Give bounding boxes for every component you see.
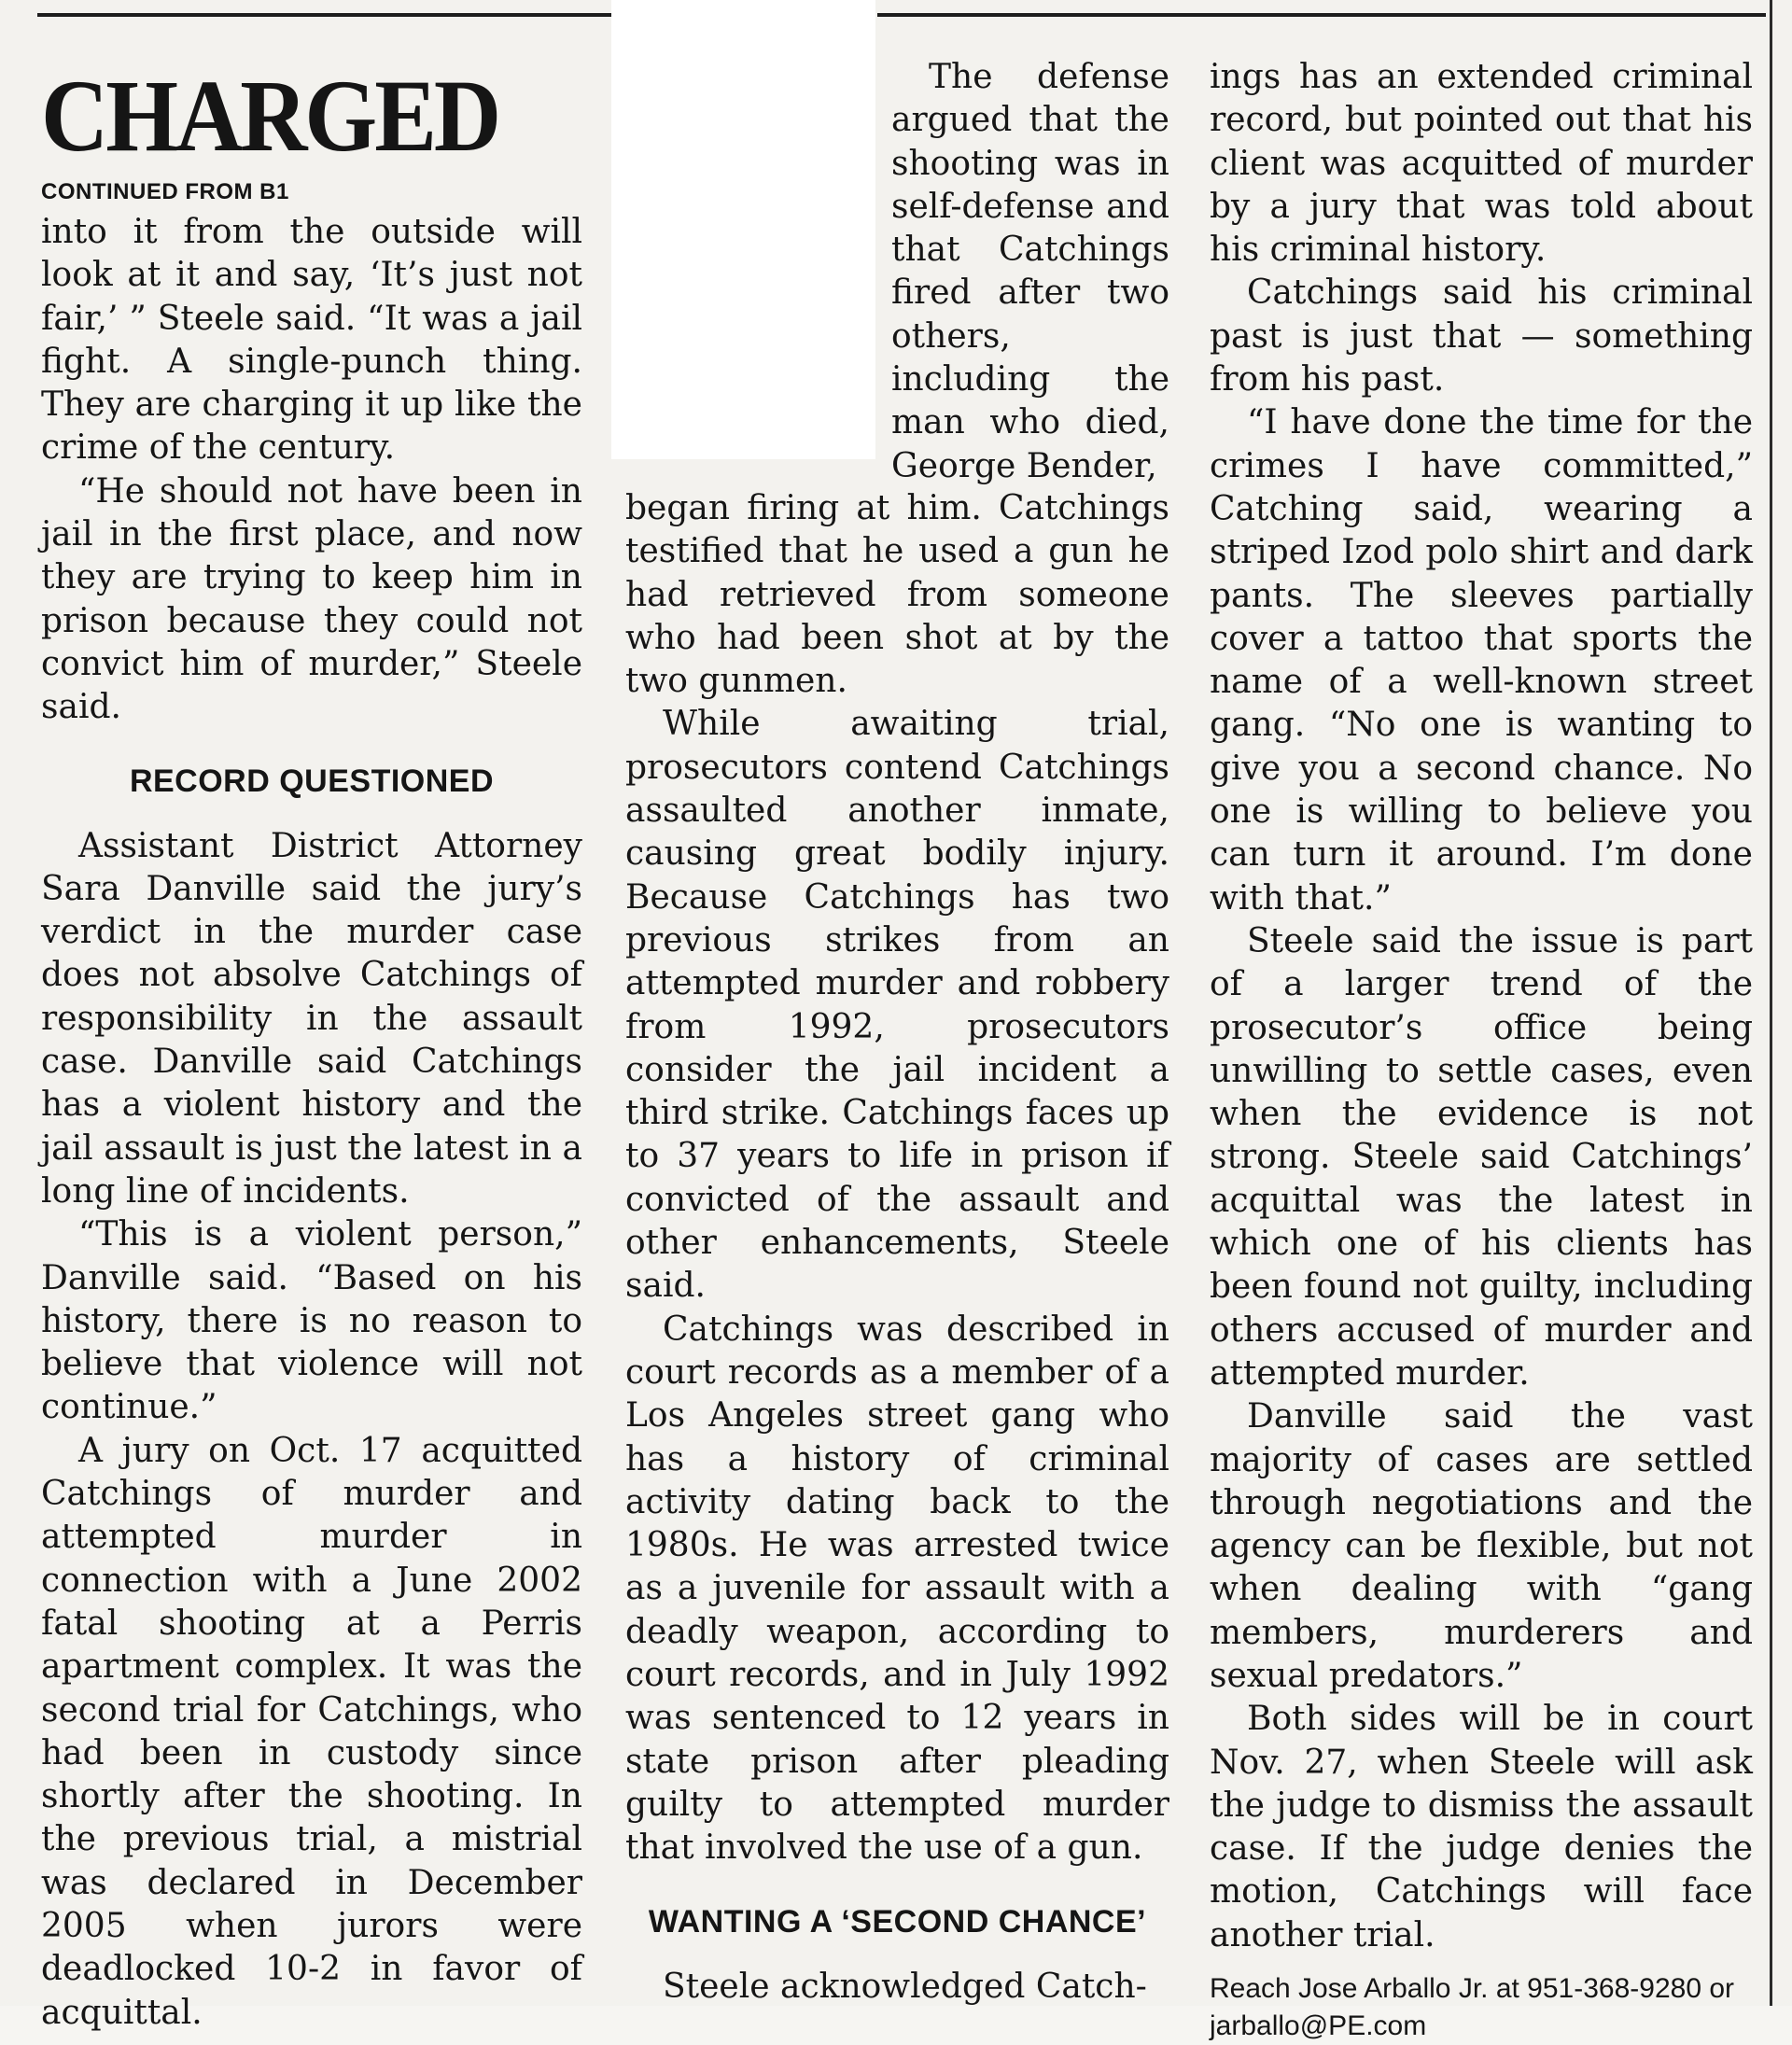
column-1 [41, 56, 582, 2035]
paragraph: Steele acknowledged Catch- [663, 1967, 1147, 2006]
paragraph: ings has an extended criminal record, but pointed out that his client was acquitted of murder by a jury that was told about his criminal history. [1210, 58, 1753, 270]
paragraph: “I have done the time for the crimes I have committed,” Catching said, wearing a striped Izod polo shirt and dark pants. The sleeves partially cover a tattoo that sports the name of a well-known street gang. “No one is wanting to give you a second chance. No one is willing to believe you can turn it around. I’m done with that.” [1210, 403, 1753, 917]
paragraph: Danville said the vast majority of cases are settled through negotiations and the agency can be flexible, but not when dealing with “gang members, murderers and sexual predators.” [1210, 1397, 1753, 1695]
top-rule-right [877, 13, 1766, 17]
paragraph: “He should not have been in jail in the first place, and now they are trying to keep him in prison because they could not convict him of murder,” Steele said. [41, 471, 582, 727]
paragraph: Both sides will be in court Nov. 27, when Steele will ask the judge to dismiss the assault case. If the judge denies the motion, Catchings will face another trial. [1210, 1700, 1753, 1954]
paragraph: began firing at him. Catchings testified that he used a gun he had retrieved from someone who had been shot at by the two gunmen. [625, 489, 1169, 701]
paragraph: Catchings said his criminal past is just that — something from his past. [1210, 273, 1753, 399]
paragraph: A jury on Oct. 17 acquitted Catchings of murder and attempted murder in connection with a June 2002 fatal shooting at a Perris apartment complex. It was the second trial for Catchings, who had been in custody since shortly after the shooting. In the previous trial, a mistrial was declared in December 2005 when jurors were deadlocked 10-2 in favor of acquittal. [41, 1431, 582, 2032]
paragraph: “This is a violent person,” Danville said. “Based on his history, there is no reason to believe that violence will not continue.” [41, 1215, 582, 1427]
paragraph: Catchings was described in court records as a member of a Los Angeles street gang who has a history of criminal activity dating back to the 1980s. He was arrested twice as a juvenile for assault with a deadly weapon, according to court records, and in July 1992 was sentenced to 12 years in state prison after pleading guilty to attempted murder that involved the use of a gun. [625, 1310, 1169, 1868]
headline: CHARGED [41, 59, 499, 174]
paragraph: Assistant District Attorney Sara Danville said the jury’s verdict in the murder case does not absolve Catchings of responsibility in the assault case. Danville said Catchings has a violent history and the jail assault is just the latest in a long line of incidents. [41, 826, 582, 1211]
subhead-record-questioned: RECORD QUESTIONED [129, 763, 495, 799]
paragraph: While awaiting trial, prosecutors contend Catchings assaulted another inmate, causing great bodily injury. Because Catchings has two previous strikes from an attempted murder and robbery from 1992, prosecutors consider the jail incident a third strike. Catchings faces up to 37 years to life in prison if convicted of the assault and other enhancements, Steele said. [625, 705, 1169, 1306]
top-rule-left [37, 13, 611, 17]
column-2 [625, 487, 1169, 2009]
paragraph: into it from the outside will look at it and say, ‘It’s just not fair,’ ” Steele said. “It was a jail fight. A single-punch thing. They are charging it up like the crime of the century. [41, 213, 582, 468]
reporter-signoff: Reach Jose Arballo Jr. at 951-368-9280 or jarballo@PE.com [1210, 1973, 1735, 2042]
blank-photo-area [611, 0, 875, 459]
subhead-second-chance: WANTING A ‘SECOND CHANCE’ [648, 1903, 1147, 1940]
paragraph: Steele said the issue is part of a larger trend of the prosecutor’s office being unwilling to settle cases, even when the evidence is not strong. Steele said Catchings’ acquittal was the latest in which one of his clients has been found not guilty, including others accused of murder and attempted murder. [1210, 921, 1753, 1393]
right-edge-rule [1770, 0, 1772, 2006]
column-2-top [891, 56, 1169, 488]
continued-from-label: CONTINUED FROM B1 [41, 179, 289, 204]
column-3 [1210, 56, 1753, 2045]
paragraph: The defense argued that the shooting was in self-defense and that Catchings fired after two others, including the man who died, George Bender, [891, 58, 1169, 485]
